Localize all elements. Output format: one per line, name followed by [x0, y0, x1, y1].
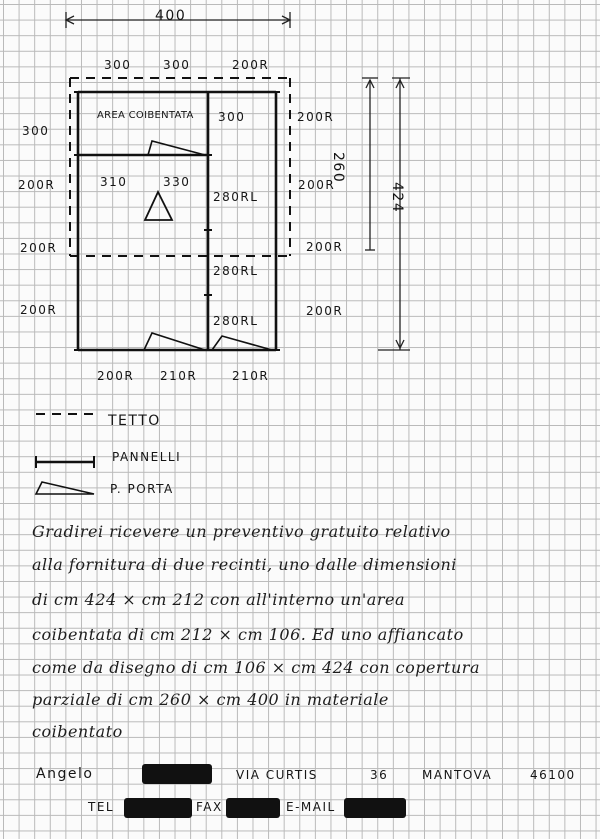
address-zip: 46100: [530, 768, 576, 782]
bottom-segment-2: 210R: [160, 369, 198, 383]
area-coibentata-label: AREA COIBENTATA: [97, 110, 194, 121]
tel-label: TEL: [88, 800, 115, 814]
legend-porta: P. PORTA: [110, 482, 174, 496]
right-280rl-3: 280RL: [213, 314, 259, 328]
bottom-segment-3: 210R: [232, 369, 270, 383]
top-segment-1: 300: [104, 58, 132, 72]
triangle-symbol: [145, 192, 172, 220]
top-segment-3: 200R: [232, 58, 270, 72]
inner-310-label: 310: [100, 175, 128, 189]
legend-tetto: TETTO: [108, 413, 161, 429]
outer-200r-1: 200R: [297, 110, 335, 124]
left-top-label: 300: [22, 124, 50, 138]
legend-pannelli: PANNELLI: [112, 450, 182, 464]
dimension-424-label: 424: [389, 182, 405, 214]
message-line-1: Gradirei ricevere un preventivo gratuito relativo: [32, 522, 451, 541]
address-city: MANTOVA: [422, 768, 493, 782]
left-200r-1: 200R: [18, 178, 56, 192]
message-line-4: coibentata di cm 212 × cm 106. Ed uno affiancato: [32, 625, 464, 644]
message-line-5: come da disegno di cm 106 × cm 424 con copertura: [32, 658, 480, 677]
dimension-260-label: 260: [330, 152, 346, 184]
redacted-email: [344, 798, 406, 818]
outer-200r-3: 200R: [306, 240, 344, 254]
legend-symbols: [36, 414, 94, 494]
top-dimension-label: 400: [155, 8, 187, 24]
redacted-tel: [124, 798, 192, 818]
left-200r-3: 200R: [20, 303, 58, 317]
top-segment-2: 300: [163, 58, 191, 72]
redacted-fax: [226, 798, 280, 818]
address-number: 36: [370, 768, 389, 782]
bottom-segment-1: 200R: [97, 369, 135, 383]
area-right-label: 300: [218, 110, 246, 124]
outer-200r-2: 200R: [298, 178, 336, 192]
right-280rl-1: 280RL: [213, 190, 259, 204]
right-dimension-lines: [362, 78, 410, 350]
address-street: VIA CURTIS: [236, 768, 318, 782]
email-label: E-MAIL: [286, 800, 336, 814]
message-line-6: parziale di cm 260 × cm 400 in materiale: [32, 690, 389, 709]
signature-name: Angelo: [36, 766, 94, 782]
panel-walls: [78, 92, 276, 350]
panel-tick-marks: [74, 92, 280, 350]
inner-330-label: 330: [163, 175, 191, 189]
outer-200r-4: 200R: [306, 304, 344, 318]
roof-dashed-outline: [70, 78, 290, 256]
right-280rl-2: 280RL: [213, 264, 259, 278]
fax-label: FAX: [196, 800, 223, 814]
left-200r-2: 200R: [20, 241, 58, 255]
message-line-2: alla fornitura di due recinti, uno dalle dimensioni: [32, 555, 457, 574]
redacted-surname: [142, 764, 212, 784]
message-line-7: coibentato: [32, 722, 123, 741]
message-line-3: di cm 424 × cm 212 con all'interno un'area: [32, 590, 405, 609]
